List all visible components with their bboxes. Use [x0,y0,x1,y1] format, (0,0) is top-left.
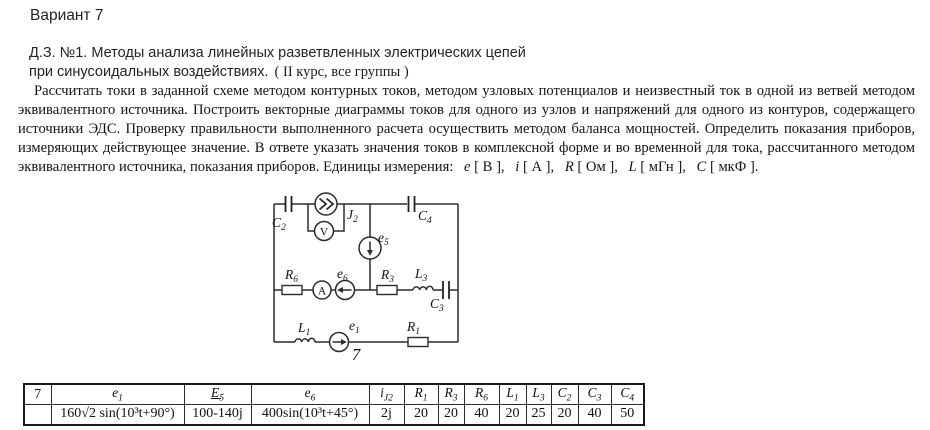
label-j2: $J_2$ [347,207,358,225]
unit-item: R [ Ом ], [564,159,618,175]
capacitor-c4-icon [409,196,415,212]
header-R1: $R_1$ [404,384,438,404]
svg-text:V: V [319,226,329,239]
capacitor-c2-icon [286,196,292,212]
unit-item: L [ мГн ], [628,159,686,175]
label-e6: $e_6$ [337,266,348,284]
variant-title: Вариант 7 [30,7,104,24]
assignment-subject: при синусоидальных воздействиях. [29,64,269,80]
course-info: ( II курс, все группы ) [274,64,409,80]
capacitor-c3-icon [443,281,449,299]
label-r3: $R_3$ [381,267,394,285]
units-label: Единицы измерения: [323,159,454,175]
label-c4: $C_4$ [418,208,432,226]
label-r1: $R_1$ [407,319,420,337]
header-C2: $C_2$ [551,384,578,404]
task-paragraph [18,82,915,177]
header-C3: $C_3$ [578,384,611,404]
resistor-r3-icon [377,286,397,295]
circuit-diagram [256,188,470,370]
value-L3: 25 [526,404,551,425]
label-l1: $L_1$ [298,320,311,338]
header-E5: $E_5$ [184,384,251,404]
header-L1: $L_1$ [499,384,526,404]
value-R6: 40 [464,404,499,425]
value-e6: 400sin(10³t+45°) [251,404,369,425]
label-e1: $e_1$ [349,318,360,336]
header-R3: $R_3$ [438,384,464,404]
table-value-row [24,404,644,425]
svg-text:A: A [317,285,327,298]
resistor-r1-icon [408,338,428,347]
current-source-j2-icon [315,193,337,215]
value-R3: 20 [438,404,464,425]
value-iJ2: 2j [369,404,404,425]
unit-item: C [ мкФ ]. [696,159,759,175]
assignment-heading [29,44,526,82]
schema-number: 7 [352,345,361,364]
assignment-heading-line2 [29,63,526,82]
label-r6: $R_6$ [285,267,298,285]
value-e1: 160√2 sin(10³t+90°) [51,404,184,425]
empty-cell [24,404,51,425]
header-e1: $e_1$ [51,384,184,404]
header-C4: $C_4$ [611,384,644,404]
ammeter-icon [313,281,331,299]
value-C3: 40 [578,404,611,425]
inductor-l3-icon [413,286,433,290]
table-variant-cell: 7 [24,384,51,404]
voltmeter-icon [315,222,334,241]
inductor-l1-icon [295,338,315,342]
header-L3: $L_3$ [526,384,551,404]
value-C4: 50 [611,404,644,425]
assignment-heading-line1: Д.З. №1. Методы анализа линейных разветвленных электрических цепей [29,45,526,61]
header-e6: $e_6$ [251,384,369,404]
value-L1: 20 [499,404,526,425]
emf-source-e1-icon [330,333,349,352]
unit-item: i [ А ], [515,159,555,175]
header-iJ2: $i_{J2}$ [369,384,404,404]
label-c3: $C_3$ [430,296,444,314]
label-e5: $e_5$ [378,230,389,248]
label-l3: $L_3$ [415,266,428,284]
task-text: Рассчитать токи в заданной схеме методом контурных токов, методом узловых потенциалов и неизвестный ток в одной из ветвей методом эквивалентного источника. Построить векторные диаграммы токов для одного из узлов и напряжений для одного из контуров, содержащего источники ЭДС. Проверку правильности выполненного расчета осуществить методом баланса мощностей. Определить показания приборов, измеряющих действующее значение. В ответе указать значения токов в комплексной форме и во временной для тока, рассчитанного методом эквивалентного источника, показания приборов. [18,83,915,175]
value-R1: 20 [404,404,438,425]
unit-item: e [ В ], [464,159,505,175]
resistor-r6-icon [282,286,302,295]
header-R6: $R_6$ [464,384,499,404]
parameters-table [23,383,645,426]
value-E5: 100-140j [184,404,251,425]
table-header-row [24,384,644,404]
value-C2: 20 [551,404,578,425]
label-c2: $C_2$ [272,215,286,233]
